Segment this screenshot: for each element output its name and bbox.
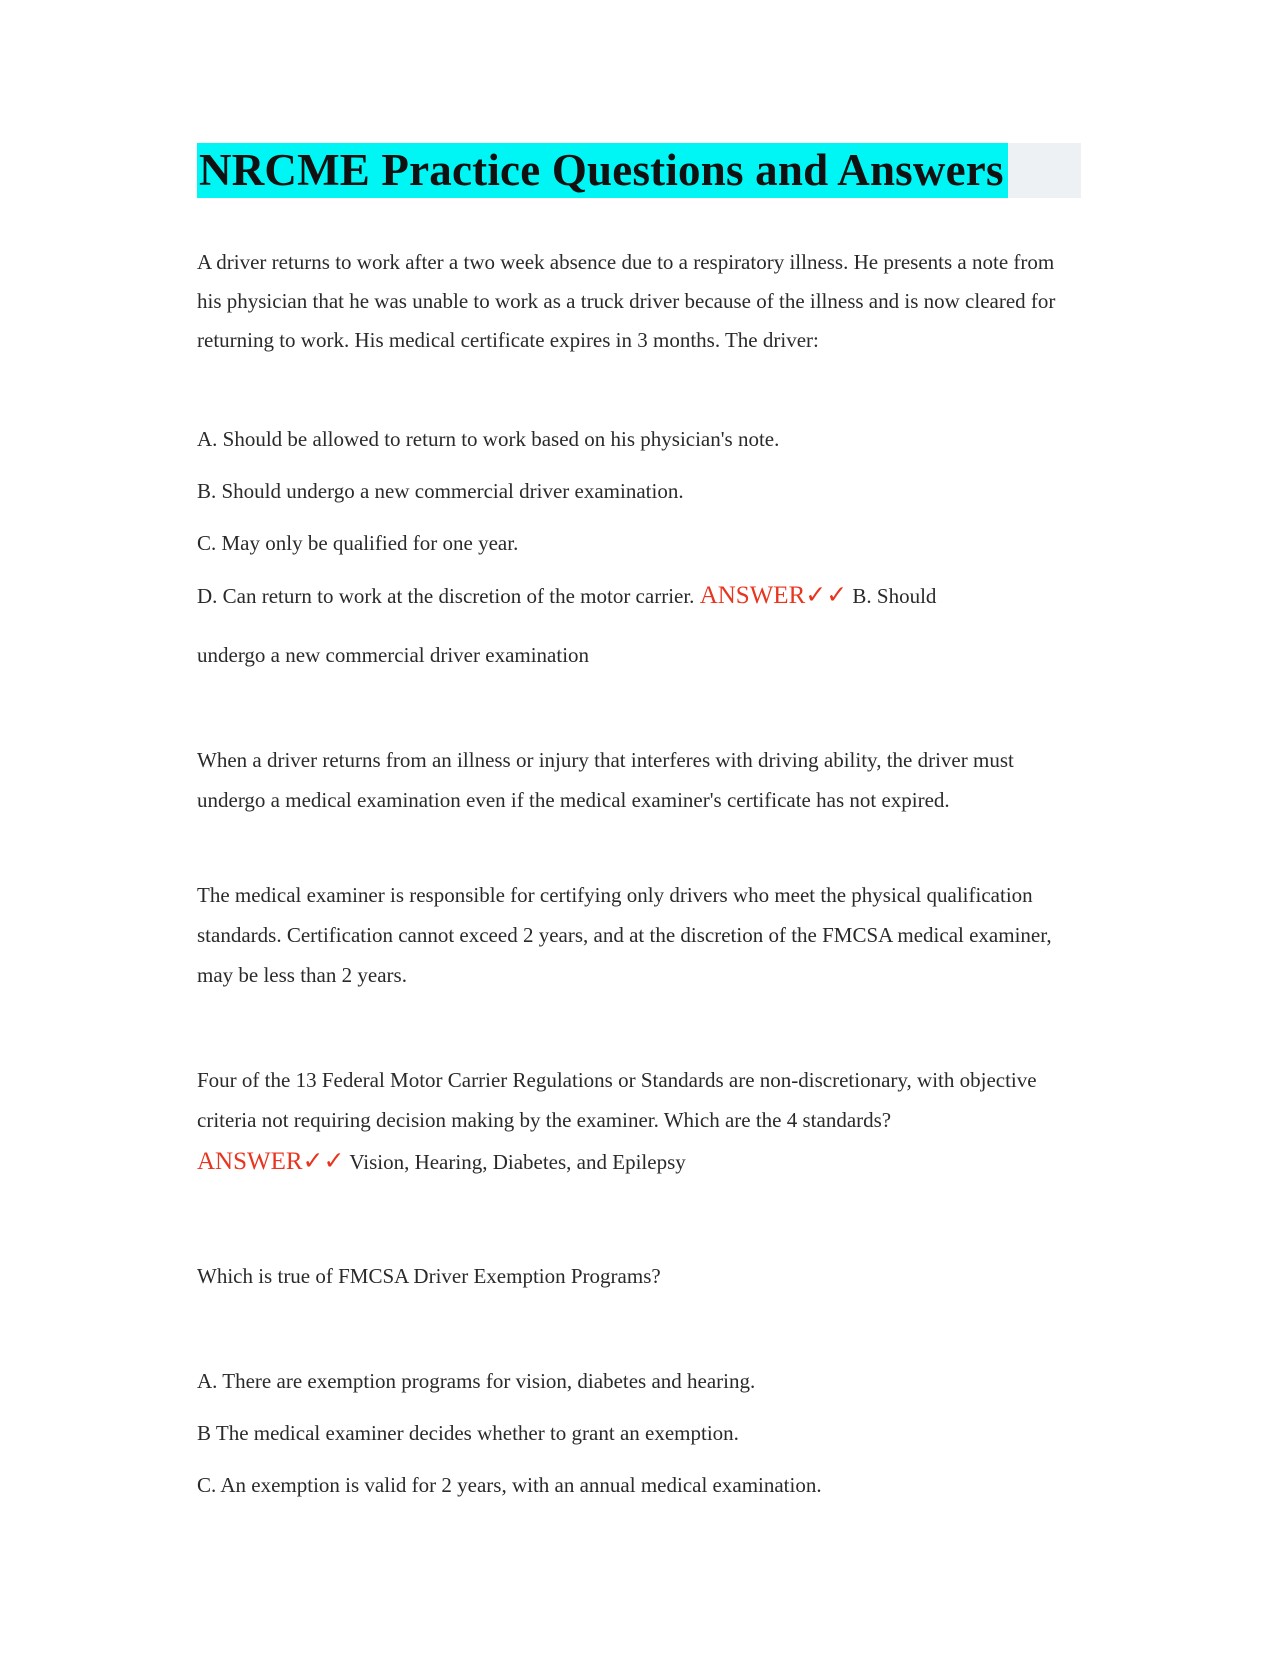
question-1-option-c: C. May only be qualified for one year.: [197, 531, 519, 555]
explanation-paragraph-2: The medical examiner is responsible for certifying only drivers who meet the physical qualification standards. Certification cannot exceed 2 years, and at the discretion of the FMCSA medical examiner, may be less than 2 years.: [197, 883, 1052, 987]
question-3-option-a: A. There are exemption programs for vision, diabetes and hearing.: [197, 1369, 756, 1393]
question-1-option-d-line: [197, 580, 936, 610]
question-3-option-b: B The medical examiner decides whether to grant an exemption.: [197, 1421, 739, 1445]
title-banner: [197, 143, 1081, 198]
question-2-answer-label: ANSWER✓✓: [197, 1148, 345, 1175]
page-title: NRCME Practice Questions and Answers: [197, 143, 1008, 198]
question-1-option-b: B. Should undergo a new commercial driver examination.: [197, 479, 684, 503]
question-2-stem: Four of the 13 Federal Motor Carrier Regulations or Standards are non-discretionary, with objective criteria not requiring decision making by the examiner. Which are the 4 standards?: [197, 1068, 1037, 1132]
question-1-answer-text: B. Should: [852, 584, 937, 608]
question-2-answer-text: Vision, Hearing, Diabetes, and Epilepsy: [349, 1150, 686, 1174]
question-1-stem: A driver returns to work after a two week absence due to a respiratory illness. He presents a note from his physician that he was unable to work as a truck driver because of the illness and is now cleared for returning to work. His medical certificate expires in 3 months. The driver:: [197, 250, 1056, 352]
explanation-paragraph-1: When a driver returns from an illness or injury that interferes with driving ability, the driver must undergo a medical examination even if the medical examiner's certificate has not expired.: [197, 748, 1014, 812]
question-1-answer-continued: undergo a new commercial driver examination: [197, 643, 590, 667]
question-1-option-d: D. Can return to work at the discretion of the motor carrier.: [197, 584, 695, 608]
question-1-answer-label: ANSWER✓✓: [699, 582, 848, 609]
question-3-option-c: C. An exemption is valid for 2 years, with an annual medical examination.: [197, 1473, 822, 1497]
question-1-option-a: A. Should be allowed to return to work based on his physician's note.: [197, 427, 780, 451]
question-3-stem: Which is true of FMCSA Driver Exemption Programs?: [197, 1264, 661, 1288]
question-2-answer-line: [197, 1146, 686, 1176]
